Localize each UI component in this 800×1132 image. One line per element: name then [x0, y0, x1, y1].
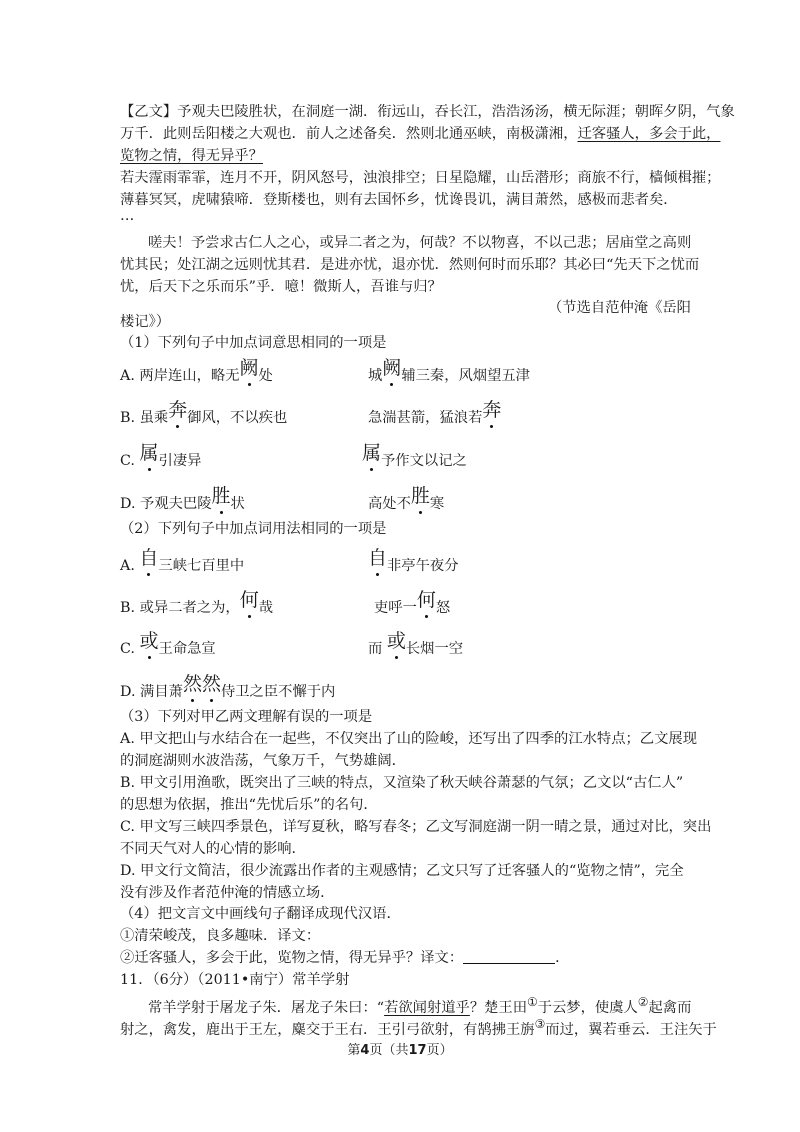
option-d-right: 高处不胜寒	[368, 485, 445, 512]
option-a-right: 自非亭午夜分	[368, 547, 459, 574]
passage-line: 嗟夫！予尝求古仁人之心，或异二者之为，何哉？不以物喜，不以己悲；居庙堂之高则	[148, 235, 692, 251]
choice-line: 没有涉及作者范仲淹的情感立场．	[120, 885, 335, 901]
option-b-left: B. 虽乘奔御风，不以疾也	[120, 399, 288, 426]
option-a-left: A. 自三峡七百里中	[120, 547, 245, 574]
question-title: （2）下列句子中加点词用法相同的一项是	[120, 521, 387, 537]
dotted-char: 阙	[382, 357, 402, 379]
choice-line: A. 甲文把山与水结合在一起些，不仅突出了山的险峻，还写出了四季的江水特点；乙文展现	[120, 731, 697, 747]
dotted-char: 何	[239, 589, 259, 611]
ellipsis: …	[120, 208, 135, 224]
translation-item: ②迁客骚人，多会于此，览物之情，得无异乎？译文： ．	[120, 950, 570, 966]
question-title: （3）下列对甲乙两文理解有误的一项是	[120, 709, 373, 725]
dotted-char: 胜	[410, 485, 430, 507]
option-a-right: 城阙辅三秦，风烟望五津	[368, 357, 530, 384]
choice-line: 不同天气对人的心情的影响．	[120, 841, 306, 857]
passage-line: 万千．此则岳阳楼之大观也．前人之述备矣．然则北通巫峡，南极潇湘，迁客骚人，多会于此，	[120, 126, 721, 142]
option-c-left: C. 属引凄异	[120, 442, 202, 469]
dotted-char: 属	[139, 442, 159, 464]
page-footer: 第4页（共17页）	[347, 1043, 453, 1058]
dotted-char: 然	[201, 673, 221, 695]
source-note: （节选自范仲淹《岳阳	[548, 300, 691, 316]
option-c-left: C. 或王命急宣	[120, 630, 216, 657]
passage-line: 忧其民；处江湖之远则忧其君．是进亦忧，退亦忧．然则何时而乐耶？其必曰“先天下之忧而	[120, 257, 700, 273]
translation-item: ①清荣峻茂，良多趣味．译文：	[120, 928, 321, 944]
choice-line: D. 甲文行文简洁，很少流露出作者的主观感情；乙文只写了迁客骚人的“览物之情”，完全	[120, 863, 684, 879]
choice-line: C. 甲文写三峡四季景色，详写夏秋，略写春冬；乙文写洞庭湖一阴一晴之景，通过对比，突出	[120, 819, 712, 835]
option-c-right: 而 或长烟一空	[368, 630, 464, 657]
choice-line: 的思想为依据，推出“先忧后乐”的名句．	[120, 797, 378, 813]
option-d-left: D. 满目萧然然侍卫之臣不懈于内	[120, 673, 336, 700]
dotted-char: 然	[182, 673, 202, 695]
source-note: 楼记》）	[120, 314, 171, 330]
dotted-char: 或	[386, 630, 406, 652]
dotted-char: 阙	[239, 357, 259, 379]
option-b-right: 急湍甚箭，猛浪若奔	[368, 399, 502, 426]
question-title: （4）把文言文中画线句子翻译成现代汉语．	[120, 906, 401, 922]
option-b-right: 吏呼一何怒	[374, 589, 451, 616]
dotted-char: 奔	[482, 399, 502, 421]
passage-line: 薄暮冥冥，虎啸猿啼．登斯楼也，则有去国怀乡，忧谗畏讥，满目萧然，感极而悲者矣．	[120, 192, 678, 208]
passage-line	[120, 146, 263, 166]
underlined-sentence: 迁客骚人，多会于此，	[577, 126, 721, 142]
answer-blank[interactable]	[463, 949, 555, 964]
dotted-char: 胜	[211, 485, 231, 507]
question-header: 11．（6分）（2011•南宁）常羊学射	[120, 972, 350, 988]
passage-line: 【乙文】予观夫巴陵胜状，在洞庭一湖．衔远山，吞长江，浩浩汤汤，横无际涯；朝晖夕阴，气象	[120, 104, 735, 120]
option-c-right: 属予作文以记之	[362, 442, 467, 469]
dotted-char: 自	[368, 547, 388, 569]
passage-line: 若夫霪雨霏霏，连月不开，阴风怒号，浊浪排空；日星隐耀，山岳潜形；商旅不行，樯倾楫摧；	[120, 170, 721, 186]
underlined-sentence: 若欲闻射道乎	[384, 999, 470, 1016]
question-title: （1）下列句子中加点词意思相同的一项是	[120, 335, 387, 351]
passage-line: 射之，禽发，鹿出于王左，麋交于王右．王引弓欲射，有鹄拂王旃③而过，翼若垂云．王注矢于	[120, 1017, 717, 1038]
option-d-left: D. 予观夫巴陵胜状	[120, 485, 245, 512]
passage-line: 忧，后天下之乐而乐”乎．噫！微斯人，吾谁与归？	[120, 279, 442, 295]
choice-line: B. 甲文引用渔歌，既突出了三峡的特点，又渲染了秋天峡谷萧瑟的气氛；乙文以“古仁人”	[120, 775, 684, 791]
underlined-sentence: 览物之情，得无异乎？	[120, 148, 263, 164]
option-a-left: A. 两岸连山，略无阙处	[120, 357, 273, 384]
dotted-char: 属	[362, 442, 382, 464]
option-b-left: B. 或异二者之为，何哉	[120, 589, 273, 616]
passage-line: 常羊学射于屠龙子朱．屠龙子朱曰：“若欲闻射道乎？楚王田①于云梦，使虞人②起禽而	[148, 995, 692, 1016]
dotted-char: 或	[139, 630, 159, 652]
dotted-char: 奔	[168, 399, 188, 421]
choice-line: 的洞庭湖则水波浩荡，气象万千，气势雄阔．	[120, 753, 406, 769]
dotted-char: 何	[416, 589, 436, 611]
dotted-char: 自	[139, 547, 159, 569]
